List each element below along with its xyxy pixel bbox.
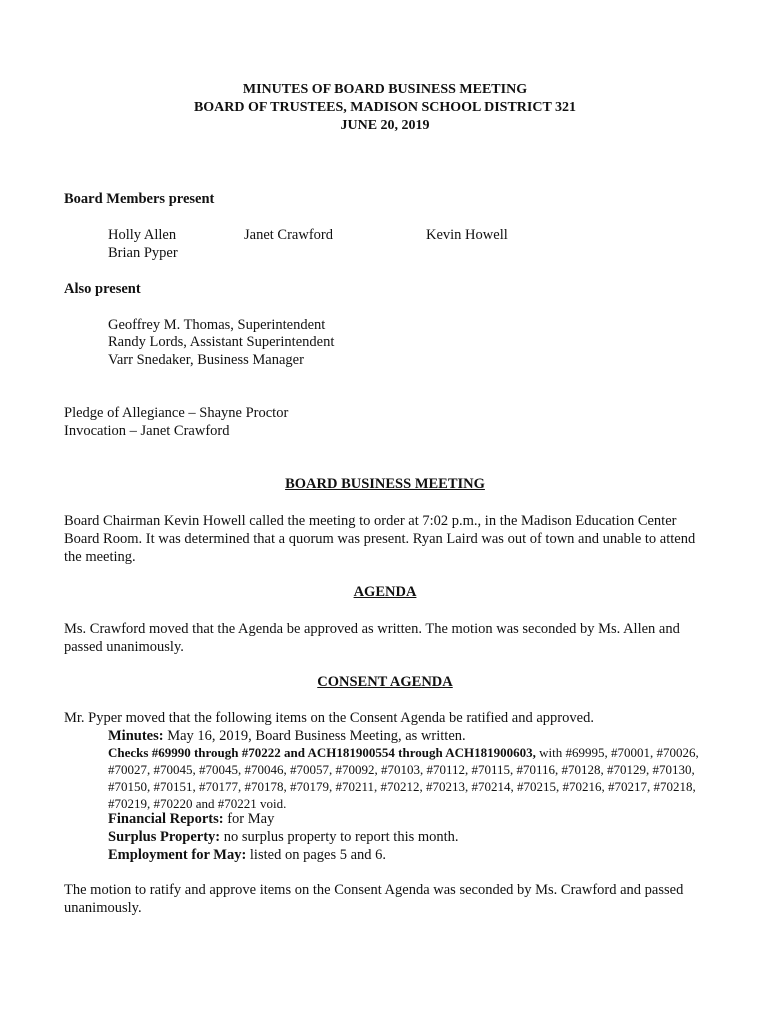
- document-date: JUNE 20, 2019: [340, 118, 430, 133]
- attendee-name: Geoffrey M. Thomas, Superintendent: [108, 317, 326, 333]
- employment-item: [108, 846, 386, 864]
- financial-text: for May: [223, 811, 275, 827]
- business-meeting-paragraph: Board Chairman Kevin Howell called the meeting to order at 7:02 p.m., in the Madison Education Center Board Room. It was determined that a quorum was present. Ryan Laird was out of town and unable to attend the meeting.: [64, 513, 696, 565]
- checks-text: with #69995, #70001, #70026, #70027, #70045, #70045, #70046, #70057, #70092, #70103, #70112, #70115, #70116, #70128, #70129, #70130, #70150, #70151, #70177, #70178, #70179, #70211, #70212, #70213, #70214, #70215, #70216, #70217, #70218, #70219, #70220 and #70221 void.: [108, 745, 699, 811]
- agenda-paragraph: Ms. Crawford moved that the Agenda be approved as written. The motion was seconded by Ms. Allen and passed unanimously.: [64, 621, 680, 655]
- consent-agenda-heading: CONSENT AGENDA: [317, 674, 453, 690]
- document-title: MINUTES OF BOARD BUSINESS MEETING: [242, 82, 528, 97]
- surplus-text: no surplus property to report this month.: [220, 829, 459, 845]
- consent-intro: Mr. Pyper moved that the following items on the Consent Agenda be ratified and approved.: [64, 710, 594, 726]
- attendee-name: Randy Lords, Assistant Superintendent: [108, 334, 335, 350]
- member-name: Holly Allen: [108, 227, 177, 243]
- consent-closing-paragraph: The motion to ratify and approve items on the Consent Agenda was seconded by Ms. Crawford and passed unanimously.: [64, 882, 684, 916]
- checks-item: [108, 744, 708, 812]
- employment-label: Employment for May:: [108, 847, 247, 863]
- member-name: Janet Crawford: [244, 227, 333, 243]
- board-members-heading: Board Members present: [64, 191, 215, 207]
- invocation-line: Invocation – Janet Crawford: [64, 423, 230, 439]
- agenda-heading: AGENDA: [353, 584, 417, 600]
- surplus-label: Surplus Property:: [108, 829, 221, 845]
- minutes-label: Minutes:: [108, 728, 164, 744]
- minutes-item: [108, 727, 466, 745]
- financial-item: [108, 810, 274, 828]
- checks-label: Checks #69990 through #70222 and ACH181900554 through ACH181900603,: [108, 745, 536, 760]
- employment-text: listed on pages 5 and 6.: [246, 847, 387, 863]
- member-name: Kevin Howell: [426, 227, 508, 243]
- financial-label: Financial Reports:: [108, 811, 224, 827]
- document-subtitle: BOARD OF TRUSTEES, MADISON SCHOOL DISTRICT 321: [193, 100, 577, 115]
- business-meeting-heading: BOARD BUSINESS MEETING: [285, 476, 485, 492]
- surplus-item: [108, 828, 459, 846]
- pledge-line: Pledge of Allegiance – Shayne Proctor: [64, 405, 289, 421]
- minutes-text: May 16, 2019, Board Business Meeting, as written.: [163, 728, 466, 744]
- attendee-name: Varr Snedaker, Business Manager: [108, 352, 304, 368]
- also-present-heading: Also present: [64, 281, 141, 297]
- member-name: Brian Pyper: [108, 245, 178, 261]
